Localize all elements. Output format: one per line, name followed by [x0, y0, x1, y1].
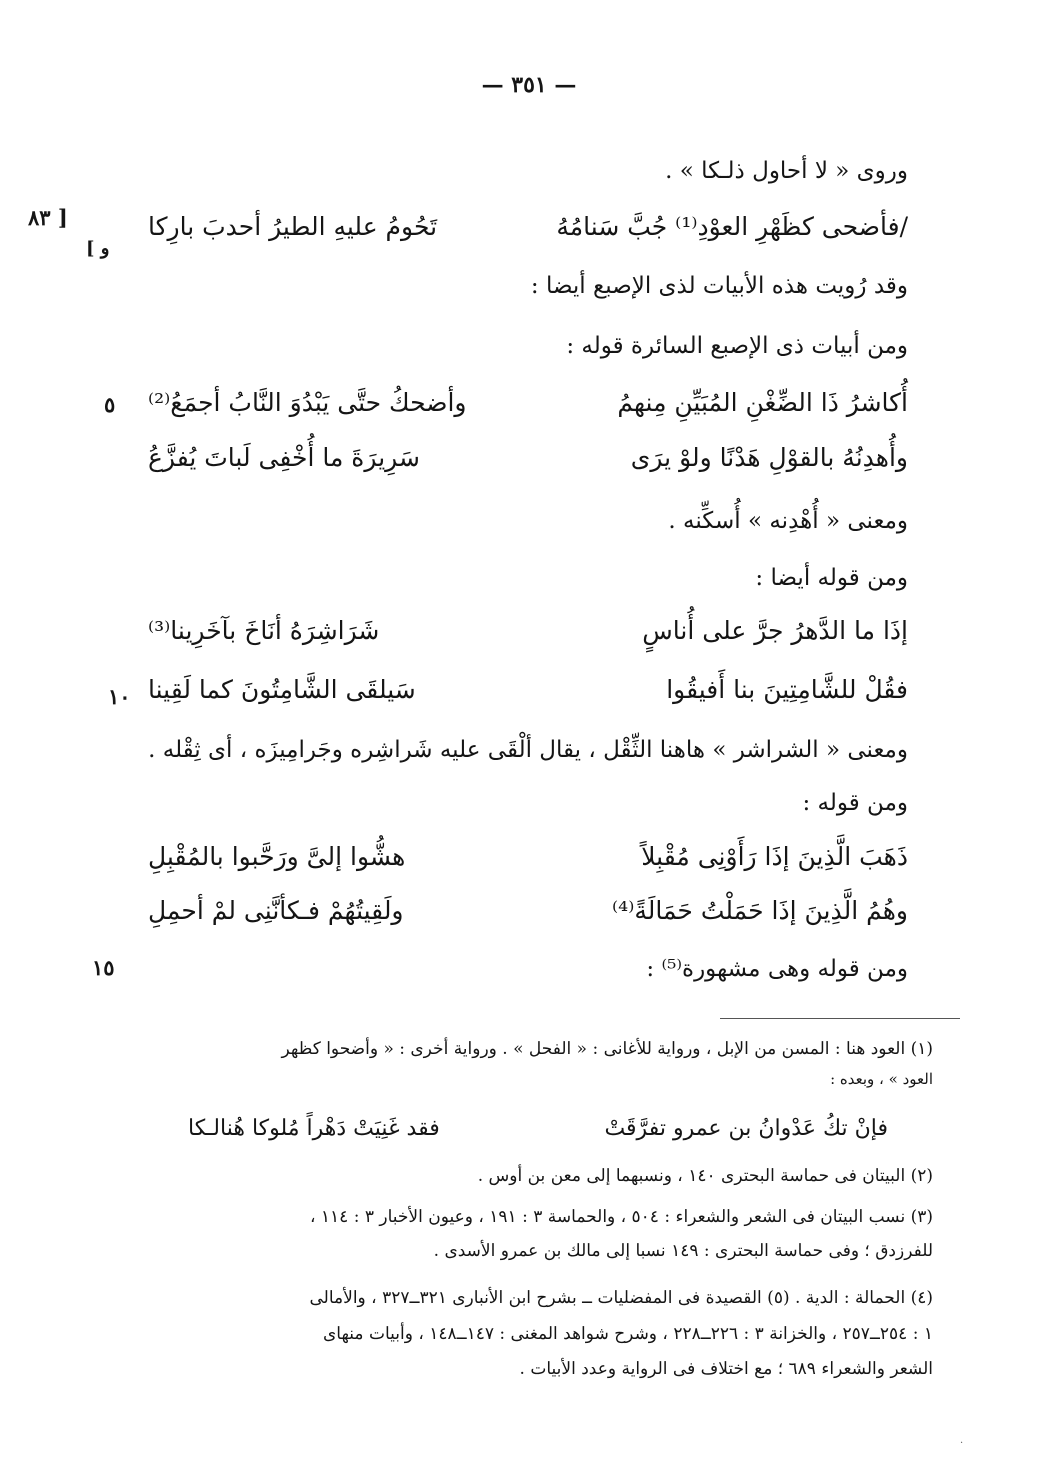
body-line: ومن قوله : — [802, 790, 908, 816]
verse-hemistich-first: فقُلْ للشَّامِتِينَ بنا أَفيقُوا — [666, 675, 908, 704]
verse-hemistich-second: تَحُومُ عليهِ الطيرُ أحدبَ بارِكا — [148, 212, 438, 241]
footnote-line: (٤) الحمالة : الدية . (٥) القصيدة فى المفضليات ــ بشرح ابن الأنبارى ٣٢١ــ٣٢٧ ، والأمالى — [309, 1288, 933, 1308]
verse-hemistich-second: فقد غَنِيَتْ دَهْراً مُلوكا هُنالـكا — [188, 1116, 440, 1141]
line-marker-5: ٥ — [104, 392, 116, 417]
footnote-line: (١) العود هنا : المسن من الإبل ، ورواية للأغانى : « الفحل » . ورواية أخرى : « وأضحوا كظهر — [281, 1039, 933, 1059]
footnote-line: (٣) نسب البيتان فى الشعر والشعراء : ٥٠٤ ، والحماسة ٣ : ١٩١ ، وعيون الأخبار ٣ : ١١٤ ، — [310, 1207, 933, 1227]
body-line: ومن قوله وهى مشهورة⁽⁵⁾ : — [646, 956, 908, 982]
verse-hemistich-second: سَرِيرَةَ ما أُخْفِى لَباتَ يُفزَّعُ — [148, 443, 420, 472]
verse-hemistich-first: وهُمُ الَّذِينَ إذَا حَمَلْتُ حَمَالَةً⁽⁴⁾ — [612, 896, 908, 925]
verse-hemistich-first: /فأضحى كظَهْرِ العوْدِ⁽¹⁾ جُبَّ سَنامُهُ — [556, 212, 908, 241]
verse-hemistich-first: إذَا ما الدَّهرُ جرَّ على أُناسٍ — [642, 616, 908, 645]
footnote-line: الشعر والشعراء ٦٨٩ ؛ مع اختلاف فى الرواية وعدد الأبيات . — [519, 1359, 933, 1379]
body-line: وروى « لا أحاول ذلـكا » . — [665, 158, 908, 184]
verse-line — [148, 388, 908, 424]
verse-hemistich-second: وأضحكُ حتَّى يَبْدُوَ النَّابُ أجمَعُ⁽²⁾ — [148, 388, 467, 417]
footnote-separator — [720, 1018, 960, 1019]
verse-line — [148, 443, 908, 479]
verse-hemistich-first: ذَهَبَ الَّذِينَ إذَا رَأَوْنِى مُقْبِلاً — [641, 842, 908, 871]
verse-line — [148, 212, 908, 248]
line-marker-15: ١٥ — [92, 955, 115, 980]
footnote-line: (٢) البيتان فى حماسة البحترى ١٤٠ ، ونسبهما إلى معن بن أوس . — [477, 1166, 933, 1186]
verse-hemistich-first: فإنْ تكُ عَدْوانُ بن عمرو تفرَّقَتْ — [604, 1116, 888, 1141]
footnote-line: للفرزدق ؛ وفى حماسة البحترى : ١٤٩ نسبا إلى مالك بن عمرو الأسدى . — [433, 1241, 933, 1261]
page-number: — ٣٥١ — — [481, 72, 577, 98]
footnote-line: العود » ، وبعده : — [830, 1070, 933, 1088]
verse-line — [148, 675, 908, 711]
verse-hemistich-first: أُكاشرُ ذَا الضِّغْنِ المُبَيِّنِ مِنهمُ — [617, 388, 908, 417]
verse-hemistich-second: شَرَاشِرَهُ أنَاخَ بآخَرِينا⁽³⁾ — [148, 616, 380, 645]
body-line: ومعنى « أُهْدِنه » أُسكِّنه . — [668, 508, 908, 534]
footnote-verse — [188, 1116, 888, 1150]
scan-speck: · — [960, 1438, 964, 1449]
verse-hemistich-second: ولَقِيتُهُمْ فـكأنَّنِى لمْ أحمِلِ — [148, 896, 404, 925]
verse-hemistich-first: وأُهدِنُهُ بالقوْلِ هَدْنًا ولوْ يرَى — [630, 443, 908, 472]
verse-hemistich-second: هشُّوا إلىَّ ورَحَّبوا بالمُقْبِلِ — [148, 842, 406, 871]
verse-line — [148, 896, 908, 932]
footnote-line: ١ : ٢٥٤ــ٢٥٧ ، والخزانة ٣ : ٢٢٦ــ٢٢٨ ، وشرح شواهد المغنى : ١٤٧ــ١٤٨ ، وأبيات منهاى — [322, 1324, 933, 1344]
body-line: ومن قوله أيضا : — [755, 565, 908, 591]
line-marker-10: ١٠ — [108, 684, 131, 709]
margin-reference: [ ٨٣ — [28, 205, 68, 230]
body-line: وقد رُويت هذه الأبيات لذى الإصبع أيضا : — [530, 273, 908, 299]
verse-hemistich-second: سَيلقَى الشَّامِتُونَ كما لَقِينا — [148, 675, 416, 704]
body-line: ومعنى « الشراشر » هاهنا الثِّقْل ، يقال ألْقَى عليه شَراشِره وجَرامِيزَه ، أى ثِقْله . — [148, 737, 908, 763]
body-line: ومن أبيات ذى الإصبع السائرة قوله : — [566, 333, 908, 359]
verse-line — [148, 842, 908, 878]
verse-line — [148, 616, 908, 652]
margin-reference-sub: و ] — [86, 238, 110, 259]
